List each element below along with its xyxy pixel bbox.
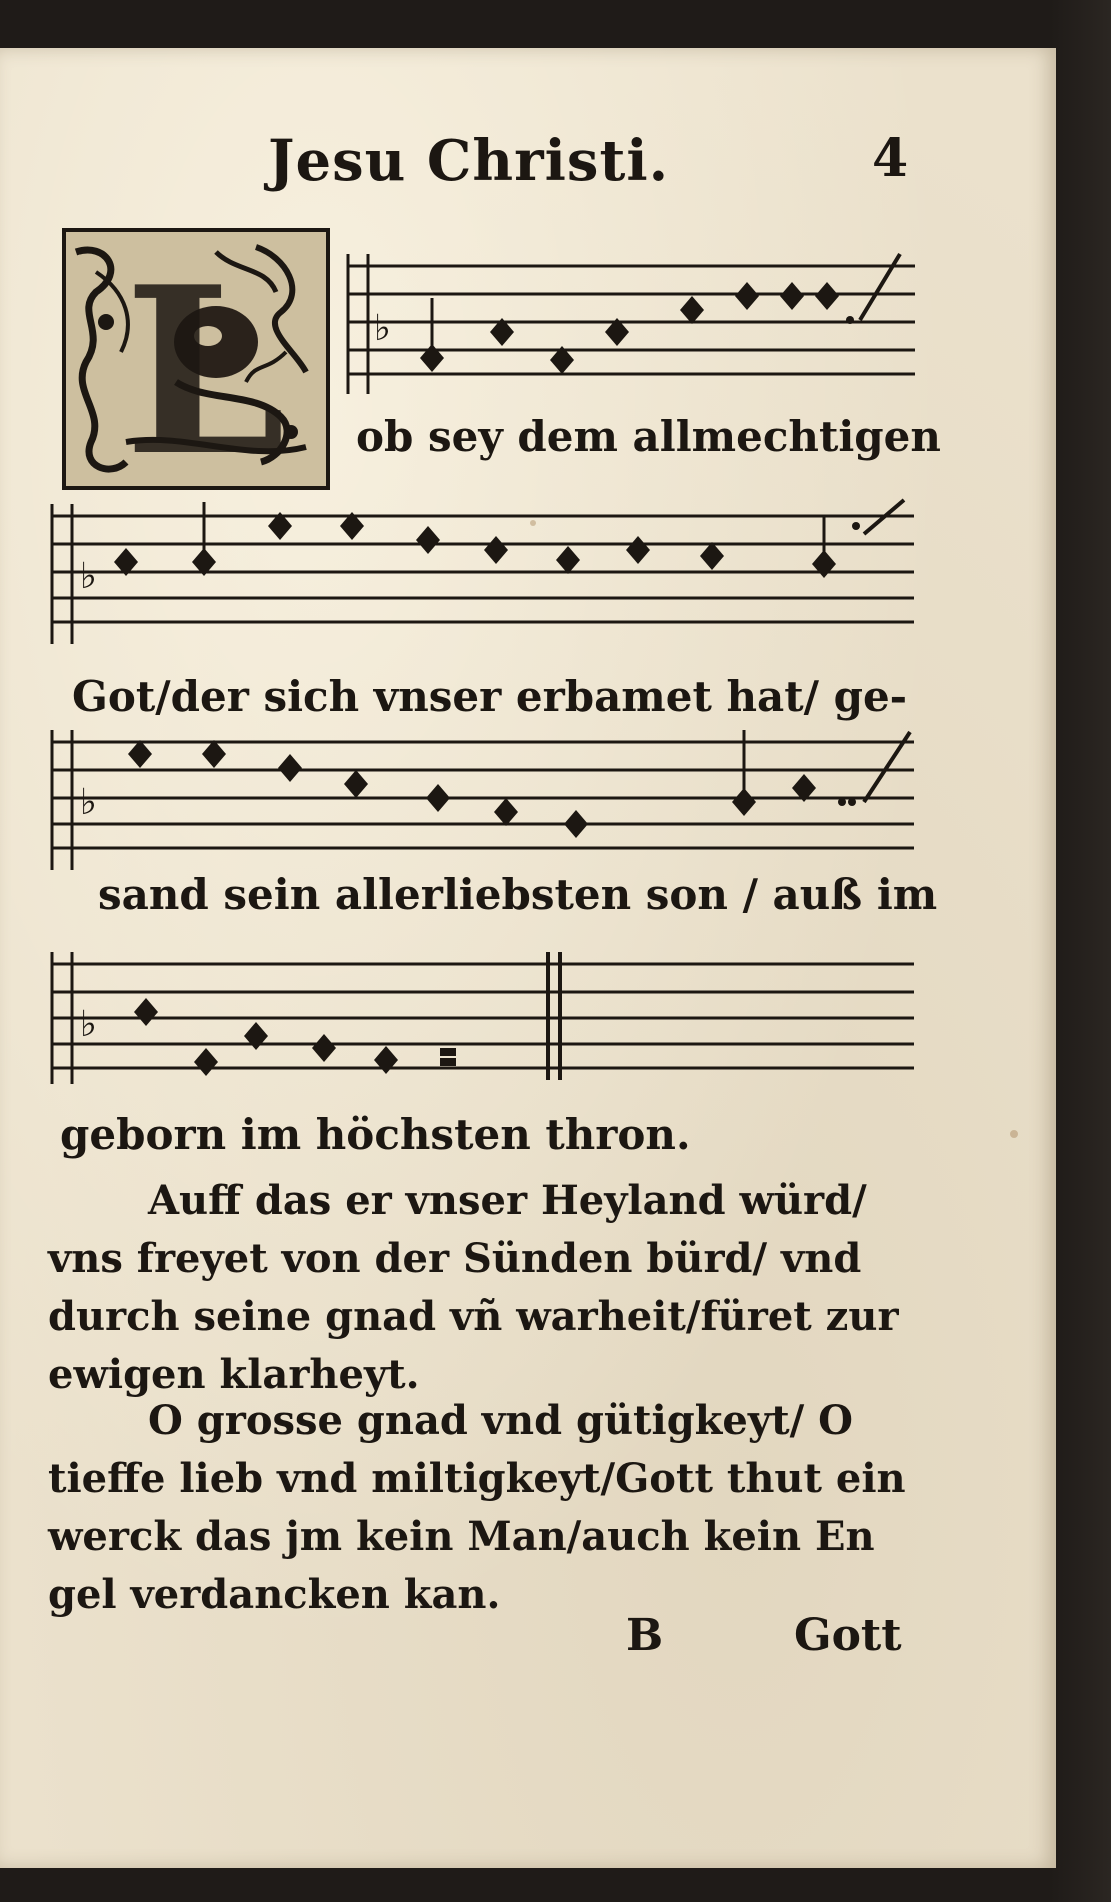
initial-letter-icon [66,232,326,486]
svg-text:♭: ♭ [80,782,97,823]
music-staff-1 [340,248,920,398]
verse-line: durch seine gnad vñ warheit/füret zur [48,1293,899,1340]
running-title: Jesu Christi. [268,128,670,194]
verse-line: gel verdancken kan. [48,1571,501,1618]
verse-line: tieffe lieb vnd miltigkeyt/Gott thut ein [48,1455,906,1502]
verse-line: O grosse gnad vnd gütigkeyt/ O [148,1397,853,1444]
svg-text:♭: ♭ [80,1004,97,1045]
paper-spot [1010,1130,1018,1138]
lyric-line-4: geborn im höchsten thron. [60,1110,691,1159]
svg-text:♭: ♭ [374,308,391,349]
lyric-line-3: sand sein allerliebsten son / auß im [98,870,938,919]
verse-line: werck das jm kein Man/auch kein En [48,1513,875,1560]
music-staff-4 [44,950,920,1090]
verse-line: vns freyet von der Sünden bürd/ vnd [48,1235,862,1282]
decorated-initial [62,228,330,490]
page-header [0,128,1056,208]
svg-text:♭: ♭ [80,556,97,597]
verse-1 [48,1172,928,1404]
lyric-line-2: Got/der sich vnser erbamet hat/ ge- [72,672,908,721]
verse-line: Auff das er vnser Heyland würd/ [148,1177,867,1224]
signature-mark: B [626,1610,664,1661]
initial-letter: L [124,237,286,486]
page-number: 4 [872,128,909,189]
verse-line: ewigen klarheyt. [48,1351,420,1398]
lyric-line-1: ob sey dem allmechtigen [356,412,941,461]
music-staff-2 [44,498,920,648]
catchword: Gott [794,1610,902,1661]
verse-2 [48,1392,928,1624]
music-staff-3 [44,724,920,874]
